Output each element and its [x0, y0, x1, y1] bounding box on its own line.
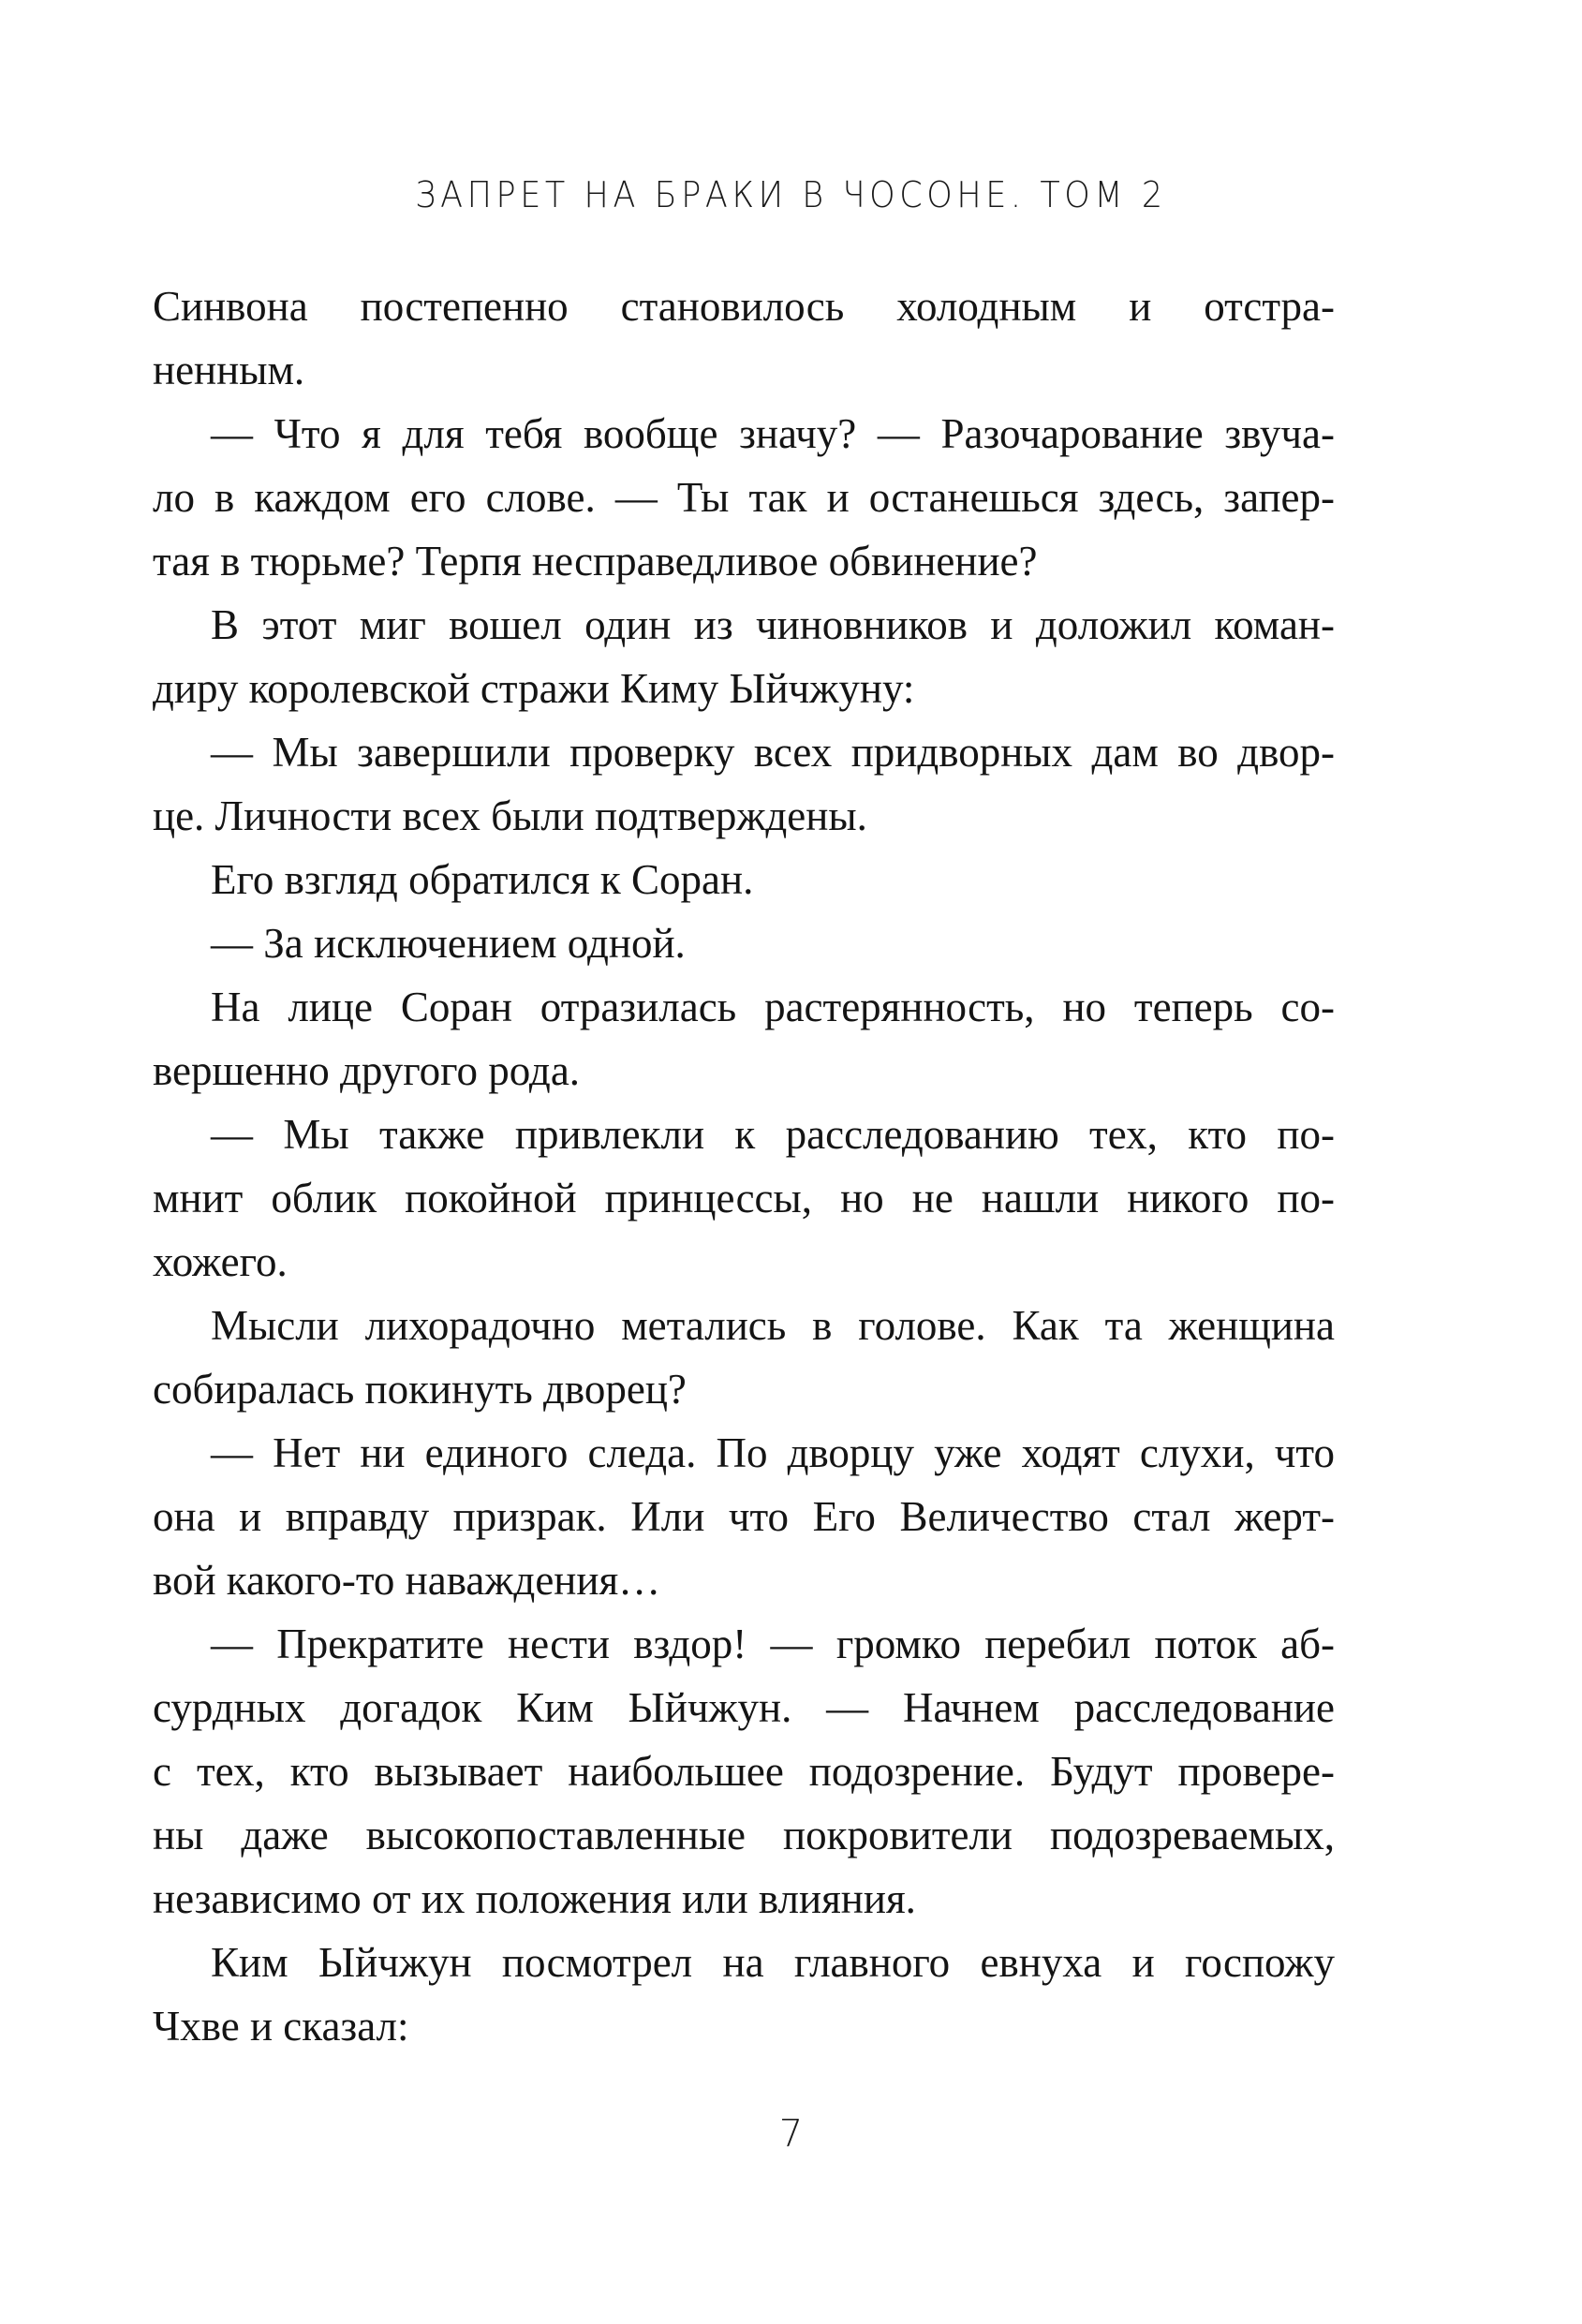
text-line: — Мы завершили проверку всех придворных дам во двор-: [211, 729, 1335, 776]
running-head-title: ЗАПРЕТ НА БРАКИ В ЧОСОНЕ. ТОМ 2: [415, 174, 1167, 215]
text-line: сурдных догадок Ким Ыйчжун. — Начнем расследование: [153, 1684, 1335, 1731]
text-line: — Мы также привлекли к расследованию тех, кто по-: [211, 1111, 1335, 1158]
body-text: [153, 274, 1335, 2058]
text-line: Чхве и сказал:: [153, 2003, 409, 2050]
text-line: тая в тюрьме? Терпя несправедливое обвинение?: [153, 538, 1038, 585]
text-line: В этот миг вошел один из чиновников и доложил коман-: [211, 601, 1335, 648]
text-line: — За исключением одной.: [211, 920, 686, 967]
page-number: 7: [778, 2112, 804, 2155]
text-line: Синвона постепенно становилось холодным и отстра-: [153, 283, 1335, 330]
text-line: Его взгляд обратился к Соран.: [211, 856, 754, 903]
text-line: хожего.: [153, 1238, 288, 1285]
text-line: вершенно другого рода.: [153, 1047, 581, 1094]
text-line: собиралась покинуть дворец?: [153, 1366, 687, 1413]
text-line: ны даже высокопоставленные покровители подозреваемых,: [153, 1812, 1335, 1858]
text-line: мнит облик покойной принцессы, но не нашли никого по-: [153, 1175, 1335, 1221]
text-line: диру королевской стражи Киму Ыйчжуну:: [153, 665, 915, 712]
text-line: вой какого-то наваждения…: [153, 1557, 661, 1604]
text-line: — Прекратите нести вздор! — громко перебил поток аб-: [211, 1621, 1335, 1667]
text-line: — Нет ни единого следа. По дворцу уже ходят слухи, что: [211, 1429, 1335, 1476]
text-line: Ким Ыйчжун посмотрел на главного евнуха и госпожу: [211, 1939, 1335, 1986]
text-line: — Что я для тебя вообще значу? — Разочарование звуча-: [211, 410, 1335, 457]
text-line: с тех, кто вызывает наибольшее подозрение. Будут провере-: [153, 1748, 1335, 1795]
text-line: ненным.: [153, 347, 305, 393]
text-line: Мысли лихорадочно метались в голове. Как та женщина: [211, 1302, 1335, 1349]
text-line: На лице Соран отразилась растерянность, но теперь со-: [211, 984, 1335, 1030]
text-line: ло в каждом его слове. — Ты так и останешься здесь, запер-: [153, 474, 1335, 521]
text-line: це. Личности всех были подтверждены.: [153, 792, 867, 839]
text-line: независимо от их положения или влияния.: [153, 1875, 916, 1922]
text-line: она и вправду призрак. Или что Его Величество стал жерт-: [153, 1493, 1335, 1540]
